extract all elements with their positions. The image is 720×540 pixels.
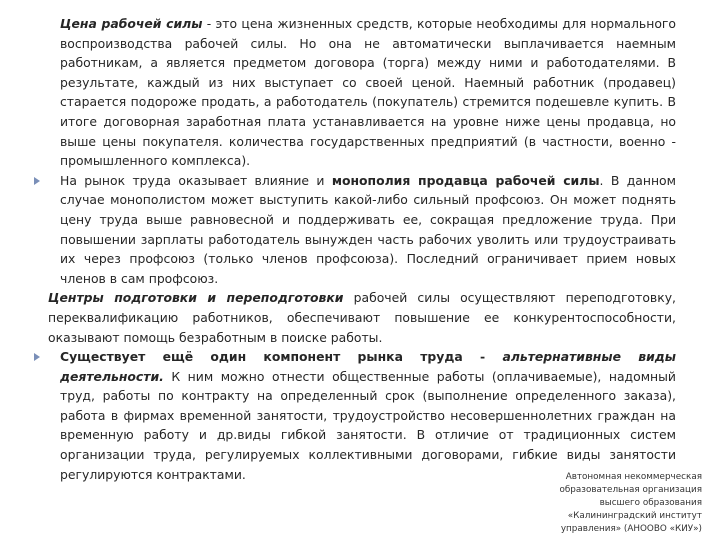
bullet-alternative-activities bbox=[48, 347, 676, 484]
footer-line: управления» (АНООВО «КИУ») bbox=[560, 524, 702, 534]
term-monopoly: монополия продавца рабочей силы bbox=[331, 172, 600, 188]
footer-line: образовательная организация bbox=[559, 485, 702, 495]
footer-line: Автономная некоммерческая bbox=[565, 472, 702, 482]
bullet-arrow-icon bbox=[34, 353, 40, 361]
term-training-centers: Центры подготовки и переподготовки bbox=[48, 290, 344, 306]
bullet-monopoly bbox=[48, 171, 676, 289]
paragraph-training-centers bbox=[48, 288, 676, 347]
text-alternative-activities: К ним можно отнести общественные работы (оплачиваемые), надомный труд, работы по контракту на определенный срок (выполнение определенного заказа), работа в фирмах временной занятости, трудоустройство несовершеннолетних граждан на временную работу и др.виды гибкой занятости. В отличие от традиционных систем организации труда, регулируемых коллективными договорами, гибкие виды занятости регулируются контрактами. bbox=[60, 368, 676, 482]
text-component-intro: Существует ещё один компонент рынка труда - bbox=[60, 349, 503, 365]
text-monopoly-post: . В данном случае монополистом может выступить какой-либо сильный профсоюз. Он может поднять цену труда выше равновесной и поддерживать ее, сокращая предложение труда. При повышении зарплаты работодатель вынужден часть рабочих уволить или трудоустраивать их через профсоюз (только членов профсоюза). Последний ограничивает прием новых членов в сам профсоюз. bbox=[60, 172, 676, 286]
text-monopoly-pre: На рынок труда оказывает влияние и bbox=[60, 172, 332, 188]
institution-footer bbox=[522, 471, 702, 536]
footer-line: высшего образования bbox=[599, 498, 702, 508]
text-labor-price: - это цена жизненных средств, которые необходимы для нормального воспроизводства рабочей силы. Но она не автоматически выплачивается наемным работникам, а является предметом договора (торга) между ними и работодателями. В результате, каждый из них выступает со своей ценой. Наемный работник (продавец) старается подороже продать, а работодатель (покупатель) стремится подешевле купить. В итоге договорная заработная плата устанавливается на уровне ниже цены продавца, но выше цены покупателя. количества государственных предприятий (в частности, военно - промышленного комплекса). bbox=[60, 16, 677, 169]
text-training-centers: рабочей силы осуществляют переподготовку, переквалификацию работников, обеспечивают повышение ее конкурентоспособности, оказывают помощь безработным в поиске работы. bbox=[48, 290, 676, 345]
slide-content bbox=[48, 14, 676, 484]
footer-line: «Калининградский институт bbox=[567, 511, 702, 521]
bullet-arrow-icon bbox=[34, 177, 40, 185]
paragraph-labor-price bbox=[48, 14, 676, 171]
term-labor-price: Цена рабочей силы bbox=[60, 16, 203, 31]
term-alternative-activities: альтернативные виды деятельности. bbox=[60, 349, 676, 384]
